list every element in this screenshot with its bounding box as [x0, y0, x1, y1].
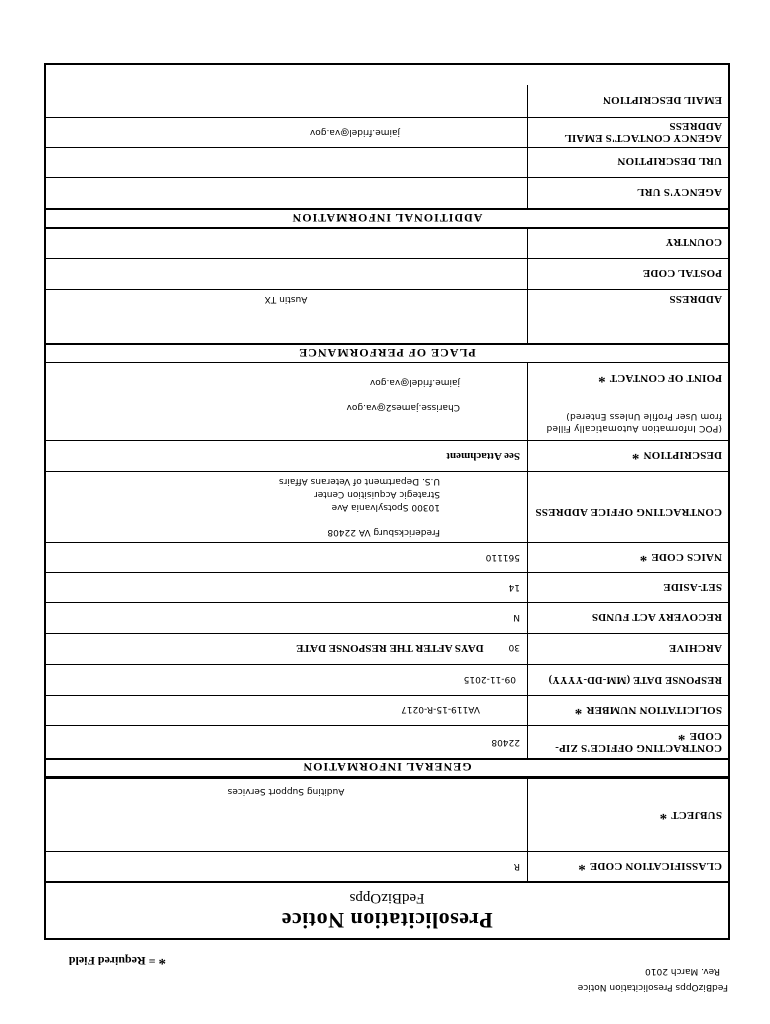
address-line: U.S. Department of Veterans Affairs — [278, 476, 440, 486]
field-label: AGENCY CONTACT'S EMAIL ADDRESS — [564, 120, 722, 144]
poc-email: jaime.fridel@va.gov — [369, 377, 460, 387]
field-label: POSTAL CODE — [642, 267, 722, 279]
postal-code-value — [52, 259, 520, 289]
field-label: NAICS CODE — [651, 551, 722, 563]
address-line: Strategic Acquisition Center — [314, 489, 440, 499]
row-place-address — [46, 289, 728, 343]
field-label: CONTRACTING OFFICE ADDRESS — [535, 506, 722, 518]
place-address-value: Austin TX — [264, 294, 308, 304]
poc-note: (POC Information Automatically Filled from User Profile Unless Entered) — [546, 411, 722, 433]
row-solicitation-number — [46, 695, 728, 725]
form-name: FedBizOpps Presolicitation Notice — [577, 982, 728, 992]
row-email-description — [46, 85, 728, 117]
required-asterisk: * — [574, 701, 583, 717]
row-response-date — [46, 664, 728, 695]
country-value — [52, 229, 520, 258]
field-label: EMAIL DESCRIPTION — [602, 94, 722, 106]
address-line: 10300 Spotsylvania Ave — [331, 502, 440, 512]
row-classification-code — [46, 851, 728, 881]
row-agency-contact-email — [46, 117, 728, 147]
field-label: SET-ASIDE — [663, 581, 722, 593]
description-value: See Attachment — [446, 450, 520, 462]
field-label: CONTRACTING OFFICE'S ZIP-CODE — [555, 730, 722, 754]
required-legend — [16, 948, 166, 968]
row-agency-url — [46, 177, 728, 208]
required-asterisk: * — [158, 951, 166, 967]
field-label: POINT OF CONTACT — [609, 372, 722, 384]
required-legend-text: = Required Field — [68, 954, 156, 968]
required-asterisk: * — [639, 548, 648, 564]
form-revision: Rev. March 2010 — [645, 966, 720, 976]
row-naics-code — [46, 542, 728, 572]
row-contracting-office-address — [46, 471, 728, 542]
row-subject — [46, 778, 728, 851]
office-zip-value: 22408 — [491, 737, 520, 747]
row-url-description — [46, 147, 728, 177]
row-office-zip — [46, 725, 728, 758]
row-description — [46, 440, 728, 471]
form-subtitle: FedBizOpps — [349, 890, 425, 906]
field-label: COUNTRY — [665, 236, 722, 248]
row-set-aside — [46, 572, 728, 602]
section-additional-information: ADDITIONAL INFORMATION — [46, 208, 728, 228]
solicitation-number-value: VA119-15-R-0217 — [401, 704, 480, 714]
row-archive — [46, 633, 728, 664]
field-label: CLASSIFICATION CODE — [589, 860, 722, 872]
field-label: URL DESCRIPTION — [617, 155, 722, 167]
address-line: Fredericksburg VA 22408 — [327, 527, 440, 537]
field-label: SUBJECT — [671, 809, 722, 821]
row-place-postal-code — [46, 258, 728, 289]
required-asterisk: * — [578, 857, 586, 873]
recovery-act-value: N — [513, 612, 520, 622]
classification-code-value: R — [513, 861, 520, 871]
form-title: Presolicitation Notice — [281, 908, 493, 933]
field-label: SOLICITATION NUMBER — [586, 704, 722, 716]
presolicitation-form — [44, 63, 730, 940]
agency-contact-email-value: jaime.fridel@va.gov — [309, 127, 400, 137]
agency-url-value — [52, 178, 520, 208]
subject-value: Auditing Support Services — [227, 786, 345, 796]
naics-code-value: 561110 — [485, 552, 520, 562]
poc-email: Charisse.james2@va.gov — [346, 402, 460, 412]
set-aside-value: 14 — [508, 582, 520, 592]
field-label: ARCHIVE — [668, 642, 722, 654]
response-date-value: 09-11-2015 — [463, 674, 516, 684]
row-point-of-contact — [46, 362, 728, 440]
archive-suffix: DAYS AFTER THE RESPONSE DATE — [296, 642, 484, 654]
required-asterisk: * — [631, 446, 640, 462]
field-label: AGENCY'S URL — [636, 186, 722, 198]
required-asterisk: * — [659, 806, 668, 822]
field-label: RECOVERY ACT FUNDS — [591, 611, 722, 623]
field-label: RESPONSE DATE (MM-DD-YYYY) — [548, 674, 722, 685]
archive-days-value: 30 — [508, 642, 520, 652]
url-description-value — [52, 148, 520, 177]
required-asterisk: * — [597, 369, 606, 385]
form-footer-left — [428, 952, 728, 992]
row-place-country — [46, 228, 728, 258]
field-label: DESCRIPTION — [643, 449, 722, 461]
field-label: ADDRESS — [669, 293, 722, 305]
email-description-value — [52, 85, 520, 117]
section-general-information: GENERAL INFORMATION — [46, 758, 728, 778]
required-asterisk: * — [677, 727, 686, 743]
form-header — [46, 881, 728, 938]
section-place-of-performance: PLACE OF PERFORMANCE — [46, 343, 728, 362]
row-recovery-act-funds — [46, 602, 728, 633]
